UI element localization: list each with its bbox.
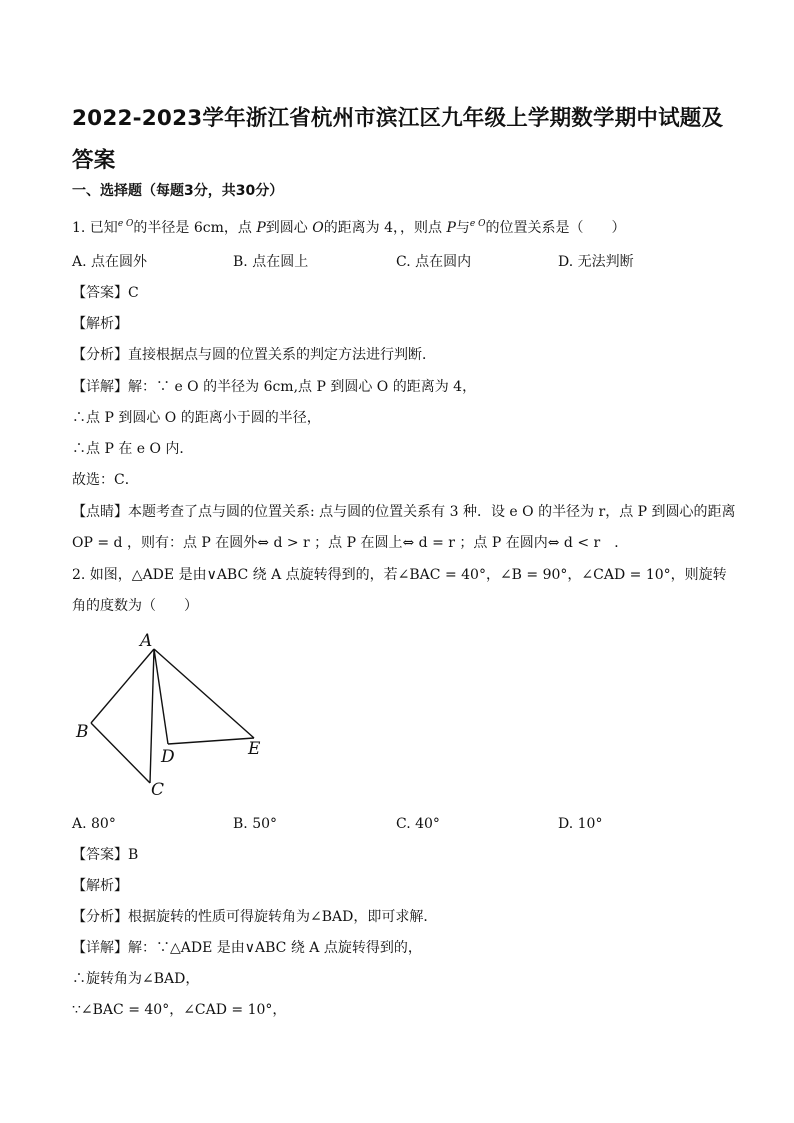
q1-stem-text: 到圆心 bbox=[265, 220, 308, 236]
answer-tag: 【答案】 bbox=[72, 285, 128, 301]
q1-analysis-tag: 【解析】 bbox=[72, 316, 128, 332]
question-2-stem-line-2: 角的度数为（ ） bbox=[72, 598, 198, 614]
segment-ab bbox=[91, 649, 154, 723]
q2-xiangjie bbox=[72, 938, 422, 958]
segment-de bbox=[168, 738, 254, 744]
answer-tag: 【答案】 bbox=[72, 847, 128, 863]
q1-xiangjie bbox=[72, 377, 476, 397]
xiangjie-text: 解：∵ e O 的半径为 6cm,点 P 到圆心 O 的距离为 4， bbox=[128, 379, 477, 395]
label-b: B bbox=[76, 722, 89, 742]
rotation-figure bbox=[70, 625, 290, 805]
q2-option-b: B. 50° bbox=[233, 816, 278, 832]
q2-fenxi bbox=[72, 907, 437, 927]
q1-stem-text: 1. 已知 bbox=[72, 220, 118, 236]
page-title: 2022-2023学年浙江省杭州市滨江区九年级上学期数学期中试题及答案 bbox=[72, 106, 724, 173]
q1-option-b: B. 点在圆上 bbox=[233, 254, 309, 270]
segment-ac bbox=[150, 649, 154, 783]
point-p: P bbox=[446, 220, 456, 236]
circle-symbol: e O bbox=[117, 219, 134, 229]
answer-value: C bbox=[128, 285, 139, 301]
q1-stem-text: 的位置关系是（ ） bbox=[485, 220, 626, 236]
q1-option-a: A. 点在圆外 bbox=[72, 254, 148, 270]
label-d: D bbox=[161, 747, 175, 767]
q2-answer bbox=[72, 845, 138, 865]
q2-option-d: D. 10° bbox=[558, 816, 603, 832]
question-2-stem-line-1: 2. 如图，△ADE 是由∨ABC 绕 A 点旋转得到的，若∠BAC = 40°，∠B = 90°，∠CAD = 10°，则旋转 bbox=[72, 567, 727, 583]
segment-ae bbox=[154, 649, 254, 738]
answer-value: B bbox=[128, 847, 139, 863]
q2-step-2: ∵∠BAC = 40°，∠CAD = 10°， bbox=[72, 1002, 287, 1018]
q2-analysis-tag: 【解析】 bbox=[72, 878, 128, 894]
q1-stem-text: 的半径是 6cm，点 bbox=[133, 220, 252, 236]
q1-step-2: ∴点 P 在 e O 内． bbox=[72, 441, 194, 457]
q1-choose: 故选：C． bbox=[72, 472, 139, 488]
q1-option-d: D. 无法判断 bbox=[558, 254, 634, 270]
q1-option-c: C. 点在圆内 bbox=[396, 254, 472, 270]
label-e: E bbox=[248, 739, 261, 759]
q2-option-a: A. 80° bbox=[72, 816, 116, 832]
q1-stem-text: 的距离为 4，，则点 bbox=[323, 220, 443, 236]
xiangjie-tag: 【详解】 bbox=[72, 379, 128, 395]
question-1-stem bbox=[72, 218, 626, 240]
xiangjie-text: 解：∵△ADE 是由∨ABC 绕 A 点旋转得到的， bbox=[128, 940, 422, 956]
section-heading: 一、选择题（每题3分，共30分） bbox=[72, 183, 284, 199]
q1-stem-text: 与 bbox=[455, 220, 470, 236]
q1-step-1: ∴点 P 到圆心 O 的距离小于圆的半径， bbox=[72, 410, 321, 426]
q1-dianjing-line-2: OP = d ，则有：点 P 在圆外⇔ d > r ；点 P 在圆上⇔ d = r ；点 P 在圆内⇔ d < r ． bbox=[72, 535, 629, 551]
point-o: O bbox=[312, 220, 324, 236]
q2-step-1: ∴旋转角为∠BAD， bbox=[72, 971, 200, 987]
label-a: A bbox=[140, 631, 153, 651]
q1-answer bbox=[72, 283, 139, 303]
fenxi-tag: 【分析】 bbox=[72, 347, 128, 363]
fenxi-text: 直接根据点与圆的位置关系的判定方法进行判断． bbox=[128, 347, 436, 363]
dianjing-tag: 【点睛】 bbox=[72, 504, 128, 520]
q2-option-c: C. 40° bbox=[396, 816, 440, 832]
q1-dianjing bbox=[72, 502, 736, 522]
segment-ad bbox=[154, 649, 168, 744]
segment-bc bbox=[91, 723, 150, 783]
xiangjie-tag: 【详解】 bbox=[72, 940, 128, 956]
label-c: C bbox=[151, 780, 165, 800]
circle-symbol: e O bbox=[469, 219, 486, 229]
dianjing-text: 本题考查了点与圆的位置关系: 点与圆的位置关系有 3 种．设 e O 的半径为 r，点 P 到圆心的距离 bbox=[128, 504, 736, 520]
q1-fenxi bbox=[72, 345, 436, 365]
fenxi-tag: 【分析】 bbox=[72, 909, 128, 925]
point-p: P bbox=[256, 220, 266, 236]
fenxi-text: 根据旋转的性质可得旋转角为∠BAD，即可求解． bbox=[128, 909, 438, 925]
